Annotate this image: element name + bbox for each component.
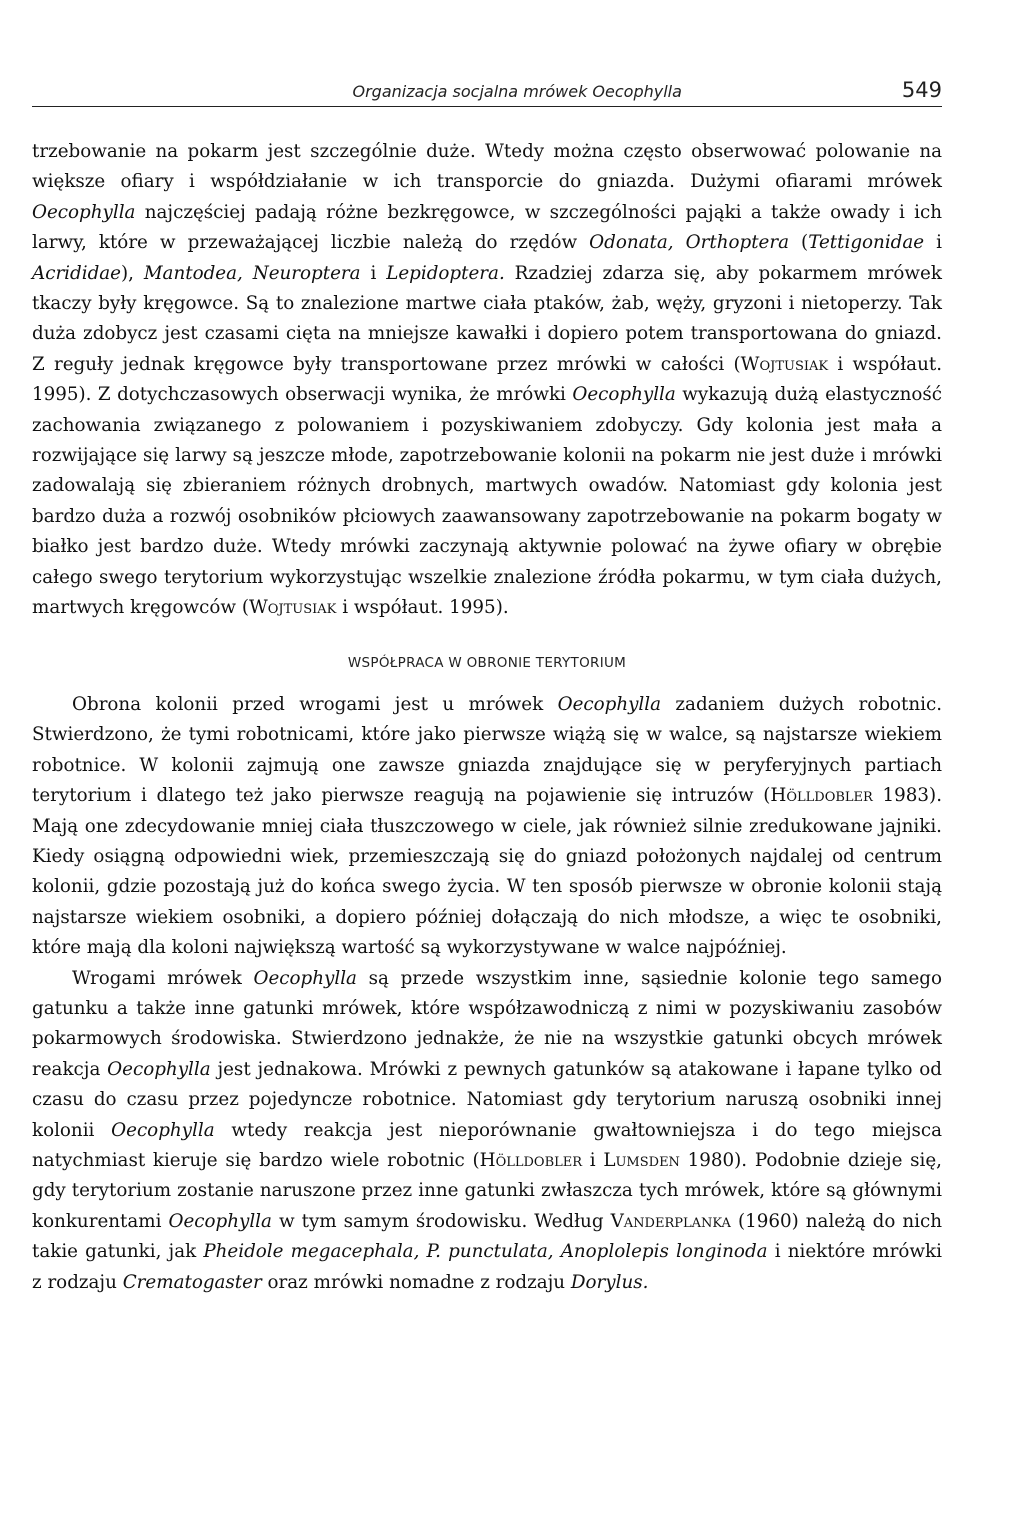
text-run: 1980). Podobnie dzieje się, gdy terytorium zostanie naruszone przez inne gatunki zwłaszcza tych mrówek, które są głównymi konkurentami [32,1150,942,1232]
author-name: Wojtusiak [248,597,337,619]
text-run: wtedy reakcja jest nieporównanie gwałtowniejsza i do tego miejsca natychmiast kieruje się bardzo wiele robotnic ( [32,1119,943,1171]
text-run: wykazują dużą elastyczność zachowania związanego z polowaniem i pozyskiwaniem zdobyczy. Gdy kolonia jest mała a rozwijające się larwy są jeszcze młode, zapotrzebowanie kolonii na pokarm nie jest duże i mrówki zadowalają się zbieraniem różnych drobnych, martwych owadów. Natomiast gdy kolonia jest bardzo duża a rozwój osobników płciowych zaawansowany zapotrzebowanie na pokarm bogaty w białko jest bardzo duże. Wtedy mrówki zaczynają aktywnie polować na żywe ofiary w obrębie całego swego terytorium wykorzystując wszelkie znalezione źródła pokarmu, w tym ciała dużych, martwych kręgowców ( [32,384,942,619]
text-run: ( [789,232,809,254]
author-name: Vanderplanka [610,1210,731,1232]
text-run: oraz mrówki nomadne z rodzaju [261,1271,571,1293]
paragraph-feeding [32,137,942,624]
author-name: Hölldobler [479,1150,583,1171]
text-run: 1983). Mają one zdecydowanie mniej ciała tłuszczowego w ciele, jak również silnie zredukowane jajniki. Kiedy osiągną odpowiedni wiek, przemieszczają się do gniazd położonych najdalej od centrum kolonii, gdzie pozostają już do końca swego życia. W ten sposób pierwsze w obronie kolonii stają najstarsze wiekiem osobniki, a dopiero później dołączają do nich młodsze, a więc te osobniki, które mają dla koloni największą wartość są wykorzystywane w walce najpóźniej. [32,785,943,959]
running-header [32,78,942,107]
section-heading: WSPÓŁPRACA W OBRONIE TERYTORIUM [347,654,627,671]
italic-term: Odonata, Orthoptera [589,232,790,254]
text-run: trzebowanie na pokarm jest szczególnie duże. Wtedy można często obserwować polowanie na większe ofiary i współdziałanie w ich transporcie do gniazda. Dużymi ofiarami mrówek [32,141,942,193]
italic-term: Oecophylla [168,1210,272,1232]
author-name: Lumsden [603,1150,680,1171]
italic-term: Oecophylla [111,1119,215,1141]
italic-term: Acrididae [32,262,121,284]
italic-term: Oecophylla [32,201,136,223]
paragraph-enemies [32,964,942,1298]
text-run: Rzadziej zdarza się, aby pokarmem mrówek tkaczy były kręgowce. Są to znalezione martwe ciała ptaków, żab, węży, gryzoni i nietoperzy. Tak duża zdobycz jest czasami cięta na mniejsze kawałki i dopiero potem transportowana do gniazd. Z reguły jednak kręgowce były transportowane przez mrówki w całości ( [32,262,942,375]
text-run: (1960) należą do nich takie gatunki, jak [32,1210,943,1263]
text-run: zadaniem dużych robotnic. Stwierdzono, że tymi robotnicami, które jako pierwsze wiążą się w walce, są najstarsze wiekiem robotnice. W kolonii zajmują one zawsze gniazda znajdujące się w peryferyjnych partiach terytorium i dlatego też jako pierwsze reagują na pojawienie się intruzów ( [32,693,943,807]
page [32,78,942,1298]
running-title: Organizacja socjalna mrówek Oecophylla [352,82,682,101]
text-run: Obrona kolonii przed wrogami jest u mrówek [72,693,558,715]
text-run: i niektóre mrówki z rodzaju [32,1241,942,1293]
text-run: i [924,232,942,254]
text-run: i [582,1150,604,1171]
page-number: 549 [901,78,942,102]
italic-term: Lepidoptera. [386,262,505,284]
text-run: i współaut. 1995). Z dotychczasowych obserwacji wynika, że mrówki [32,353,942,406]
body-text [32,137,942,1298]
italic-term: Oecophylla [107,1058,211,1080]
italic-term: Tettigonidae [808,232,925,254]
author-name: Hölldobler [770,785,873,807]
italic-term: Pheidole megacephala, P. punctulata, Anoplolepis longinoda [203,1241,768,1263]
paragraph-defense [32,690,942,964]
text-run: ), [121,262,144,284]
text-run: jest jednakowa. Mrówki z pewnych gatunków są atakowane i łapane tylko od czasu do czasu przez pojedyncze robotnice. Natomiast gdy terytorium naruszą osobniki innej kolonii [32,1058,943,1141]
italic-term: Mantodea, Neuroptera [143,262,361,284]
text-run: Wrogami mrówek [72,967,254,989]
italic-term: Dorylus. [570,1271,649,1293]
text-run: są przede wszystkim inne, sąsiednie kolonie tego samego gatunku a także inne gatunki mrówek, które współzawodniczą z nimi w pozyskiwaniu zasobów pokarmowych środowiska. Stwierdzono jednakże, że nie na wszystkie gatunki obcych mrówek reakcja [32,967,942,1080]
text-run: w tym samym środowisku. Według [271,1210,611,1232]
text-run: i [360,262,387,284]
author-name: Wojtusiak [740,353,829,375]
text-run: najczęściej padają różne bezkręgowce, w szczególności pająki a także owady i ich larwy, które w przeważającej liczbie należą do rzędów [32,201,942,254]
italic-term: Oecophylla [572,384,676,406]
italic-term: Crematogaster [122,1271,262,1293]
text-run: i współaut. 1995). [336,597,509,619]
italic-term: Oecophylla [557,693,662,715]
italic-term: Oecophylla [253,967,357,989]
